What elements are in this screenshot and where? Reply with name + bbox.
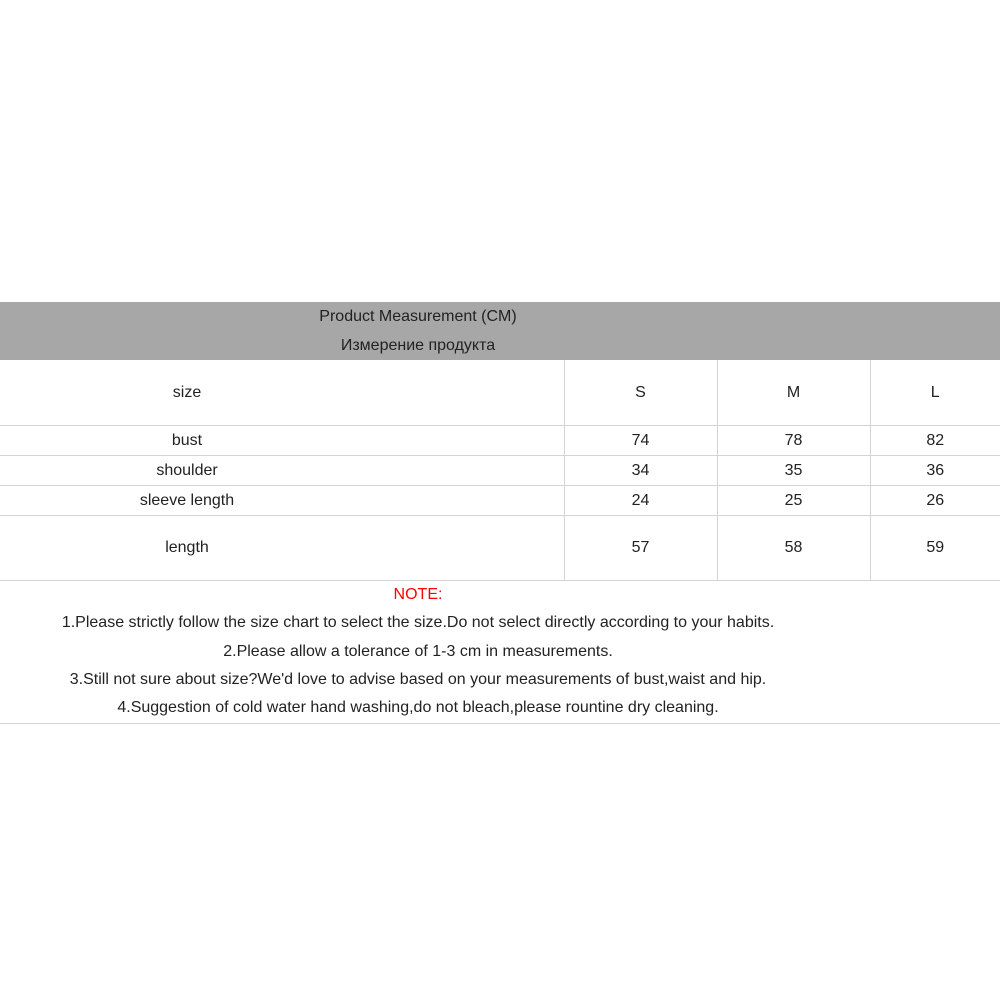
header-band <box>0 302 1000 360</box>
header-title-ru: Измерение продукта <box>340 337 496 354</box>
table-header-row <box>0 360 1000 426</box>
table-cell: 26 <box>870 486 1000 516</box>
table-cell: 57 <box>564 516 717 581</box>
note-line: 3.Still not sure about size?We'd love to advise based on your measurements of bust,waist and hip. <box>69 671 767 688</box>
note-line: 1.Please strictly follow the size chart to select the size.Do not select directly according to your habits. <box>61 614 775 631</box>
table-cell: 78 <box>717 426 870 456</box>
table-row <box>0 486 1000 516</box>
row-label: bust <box>0 426 564 456</box>
table-cell: 59 <box>870 516 1000 581</box>
column-header: S <box>564 360 717 426</box>
note-line: 2.Please allow a tolerance of 1-3 cm in measurements. <box>223 643 613 660</box>
column-header: M <box>717 360 870 426</box>
table-cell: 36 <box>870 456 1000 486</box>
row-label: sleeve length <box>0 486 564 516</box>
size-chart <box>0 302 1000 724</box>
table-cell: 34 <box>564 456 717 486</box>
table-row <box>0 456 1000 486</box>
table-row <box>0 516 1000 581</box>
table-cell: 24 <box>564 486 717 516</box>
row-label: length <box>0 516 564 581</box>
column-header: L <box>870 360 1000 426</box>
header-title-en: Product Measurement (CM) <box>319 308 517 325</box>
table-cell: 35 <box>717 456 870 486</box>
note-title: NOTE: <box>393 586 443 603</box>
measurement-table <box>0 360 1000 581</box>
table-cell: 58 <box>717 516 870 581</box>
notes-section <box>0 581 1000 724</box>
table-row <box>0 426 1000 456</box>
note-line: 4.Suggestion of cold water hand washing,do not bleach,please rountine dry cleaning. <box>117 699 719 716</box>
table-cell: 25 <box>717 486 870 516</box>
column-header: size <box>0 360 564 426</box>
table-cell: 82 <box>870 426 1000 456</box>
table-cell: 74 <box>564 426 717 456</box>
row-label: shoulder <box>0 456 564 486</box>
